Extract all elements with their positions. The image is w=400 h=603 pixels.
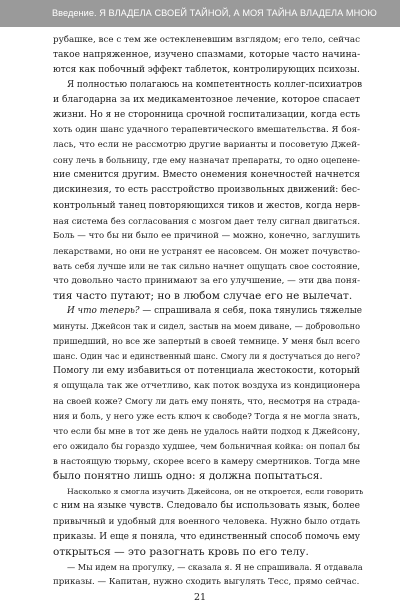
text-line: что если бы мне в тот же день не удалось найти подход к Джейсону, [53,426,360,437]
text-line: шанс. Один час и единственный шанс. Смогу ли я достучаться до него? [53,351,360,361]
text-line: было понятно лишь одно: я должна попытаться. [53,470,323,483]
page-number: 21 [193,592,207,603]
text-line: его ожидало бы гораздо худшее, чем больничная койка: он попал бы [53,441,360,452]
text-line: пришедший, но все же запертый в своей темнице. У меня был всего [53,335,360,346]
text-line: я ощущала так же отчетливо, как поток воздуха из кондиционера [53,381,361,392]
text-line: что довольно часто принимают за его улучшение, — эти два поня- [53,275,360,286]
text-line: приказы. И еще я поняла, что единственный способ помочь ему [53,531,360,542]
text-line: приказы. — Капитан, нужно сходить выгулять Тесс, прямо сейчас. [53,576,360,587]
italic-phrase: И что теперь? [67,305,140,316]
text-line: ются как побочный эффект таблеток, контролирующих психозы. [53,65,360,76]
text-line: ная система без согласования с мозгом дает телу сигнал двигаться. [53,215,360,226]
running-header-bar [0,0,400,27]
text-line: тия часто путают; но в любом случае его не вылечат. [53,289,353,302]
text-line: лась, что если не рассмотрю другие варианты и посоветую Джей- [53,140,360,151]
text-line: дискинезия, то есть расстройство произвольных движений: бес- [53,185,360,196]
text-line: с ним на языке чувств. Следовало бы использовать язык, более [53,501,360,512]
text-line: привычный и удобный для военного человека. Нужно было отдать [53,516,360,527]
text-line: Помогу ли ему избавиться от потенциала жестокости, который [53,366,360,377]
text-line: вать себя лучше или не так сильно начнет ощущать свое состояние, [53,260,360,271]
text-line: жизни. Но я не сторонница срочной госпитализации, когда есть [53,110,360,121]
text-line: — Мы идем на прогулку, — сказала я. Я не спрашивала. Я отдавала [67,561,363,572]
text-line: контрольный танец повторяющихся тиков и жестов, когда нерв- [53,200,360,211]
text-line: открыться — это разогнать кровь по его телу. [53,545,309,558]
text-line: Боль — что бы ни было ее причиной — можно, конечно, заглушить [53,230,360,241]
text-line: сону лечь в больницу, где ему назначат препараты, то одно оцепене- [53,155,360,166]
text-line: Насколько я смогла изучить Джейсона, он не откроется, если говорить [67,487,364,497]
text-line: в настоящую тюрьму, скорее всего в камеру смертников. Тогда мне [53,456,360,467]
text-line: на своей коже? Смогу ли дать ему понять, что, несмотря на страда- [53,396,360,407]
running-header-title: Введение. Я ВЛАДЕЛА СВОЕЙ ТАЙНОЙ, А МОЯ ТАЙНА ВЛАДЕЛА МНОЮ [52,8,377,18]
text-line-with-italic [53,304,363,319]
text-line: лекарствами, но они не устранят ее насовсем. Он может почувство- [53,245,360,256]
text-line-rest: — спрашивала я себя, пока тянулись тяжелые [139,305,363,316]
text-line: рубашке, все с тем же остекленевшим взглядом; его тело, сейчас [53,35,360,45]
text-line: такое напряженное, изучено спазмами, которые часто начина- [53,50,361,61]
text-line: минуты. Джейсон так и сидел, застыв на моем диване, — добровольно [53,320,360,331]
page-body [53,33,364,590]
text-line: хоть один шанс удачного терапевтического вмешательства. Я боя- [53,125,360,136]
text-line: ния и боль, у него уже есть ключ к свободе? Тогда я не могла знать, [53,411,360,422]
text-line: Я полностью полагаюсь на компетентность коллег-психиатров [67,80,363,91]
text-line: ние сменится другим. Вместо онемения конечностей начнется [53,170,360,181]
text-line: и благодарна за их медикаментозное лечение, которое спасает [53,95,360,106]
